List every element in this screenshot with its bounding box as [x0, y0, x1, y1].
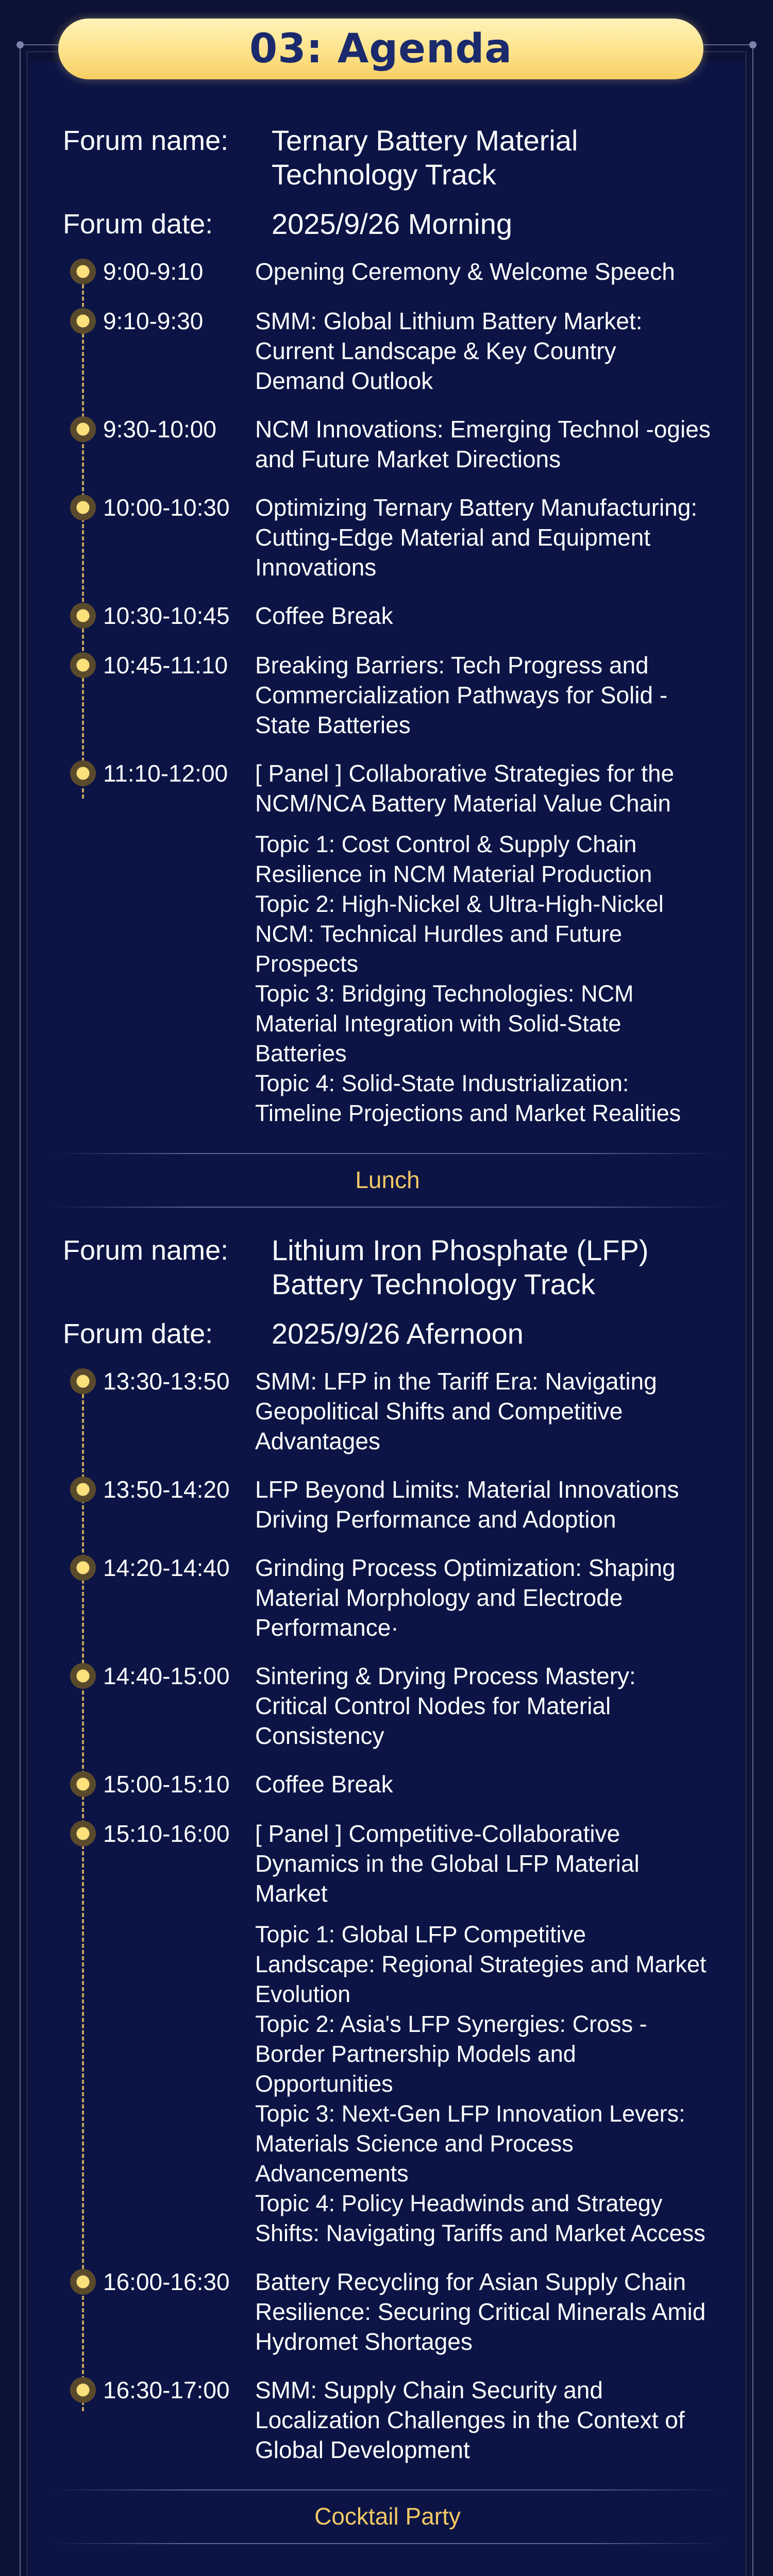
agenda-time: 10:00-10:30: [103, 494, 230, 521]
forum-date-label: Forum date:: [63, 209, 213, 240]
agenda-item: [63, 1819, 712, 1908]
agenda-item: [63, 1553, 712, 1642]
agenda-title: Optimizing Ternary Battery Manufacturing: Cutting-Edge Material and Equipment Innovations: [255, 494, 698, 581]
panel-topic: Topic 1: Cost Control & Supply Chain Resilience in NCM Material Production: [255, 831, 652, 887]
agenda-time: 9:30-10:00: [103, 416, 216, 443]
timeline-dot-icon: [70, 259, 96, 284]
corner-dot: [16, 41, 24, 48]
agenda-time: 10:30-10:45: [103, 602, 230, 629]
forum-date-value: 2025/9/26 Afernoon: [272, 1317, 524, 1350]
forum-date-row: [63, 1317, 712, 1351]
timeline-dot-icon: [70, 1477, 96, 1502]
panel-topic: Topic 2: High-Nickel & Ultra-High-Nickel NCM: Technical Hurdles and Future Prospects: [255, 891, 664, 977]
panel-topic: Topic 1: Global LFP Competitive Landscape: Regional Strategies and Market Evolution: [255, 1921, 707, 2007]
panel-topic: Topic 3: Next-Gen LFP Innovation Levers: Materials Science and Process Advancements: [255, 2100, 685, 2187]
agenda-time: 10:45-11:10: [103, 652, 228, 679]
agenda-time: 14:40-15:00: [103, 1663, 230, 1689]
agenda-item: [63, 1661, 712, 1751]
agenda-title: Sintering & Drying Process Mastery: Critical Control Nodes for Material Consistency: [255, 1663, 636, 1749]
agenda-time: 11:10-12:00: [103, 760, 228, 787]
agenda-time: 15:00-15:10: [103, 1771, 230, 1798]
header-pill: [58, 19, 703, 79]
lunch-label: Lunch: [355, 1166, 420, 1193]
timeline-dot-icon: [70, 2269, 96, 2295]
track-ternary: [63, 124, 712, 1210]
forum-header: [63, 1233, 712, 1351]
timeline-dot-icon: [70, 1368, 96, 1394]
panel-topic: Topic 4: Policy Headwinds and Strategy Shifts: Navigating Tariffs and Market Access: [255, 2190, 705, 2246]
panel-topic: Topic 2: Asia's LFP Synergies: Cross -Border Partnership Models and Opportunities: [255, 2011, 647, 2097]
agenda-item: [63, 493, 712, 582]
agenda-time: 16:30-17:00: [103, 2377, 230, 2403]
forum-name-label: Forum name:: [63, 1235, 229, 1266]
panel-topic: Topic 3: Bridging Technologies: NCM Material Integration with Solid-State Batteries: [255, 980, 634, 1066]
timeline: [63, 1366, 712, 2465]
agenda-title: LFP Beyond Limits: Material Innovations Driving Performance and Adoption: [255, 1476, 679, 1533]
agenda-item: [63, 758, 712, 818]
timeline-dot-icon: [70, 308, 96, 334]
agenda-time: 16:00-16:30: [103, 2268, 230, 2295]
panel-topics: [255, 829, 712, 1128]
divider-line: [52, 2489, 724, 2490]
timeline-dot-icon: [70, 1821, 96, 1846]
divider-line: [52, 1153, 724, 1154]
timeline-dot-icon: [70, 495, 96, 520]
agenda-title: SMM: Supply Chain Security and Localization Challenges in the Context of Global Development: [255, 2377, 685, 2463]
agenda-title: [ Panel ] Collaborative Strategies for the NCM/NCA Battery Material Value Chain: [255, 760, 675, 817]
forum-name-row: [63, 124, 712, 192]
agenda-item: [63, 306, 712, 396]
agenda-time: 13:50-14:20: [103, 1476, 230, 1503]
forum-name-value: Ternary Battery Material Technology Track: [272, 124, 578, 191]
agenda-time: 13:30-13:50: [103, 1368, 230, 1395]
timeline-dot-icon: [70, 603, 96, 629]
timeline-dot-icon: [70, 2377, 96, 2403]
agenda-item: [63, 257, 712, 287]
track-lfp: [63, 1233, 712, 2546]
session-divider: [63, 2489, 712, 2546]
agenda-time: 15:10-16:00: [103, 1820, 230, 1847]
timeline-dot-icon: [70, 760, 96, 786]
timeline-dot-icon: [70, 652, 96, 678]
agenda-title: SMM: LFP in the Tariff Era: Navigating Geopolitical Shifts and Competitive Advantages: [255, 1368, 657, 1454]
timeline-dot-icon: [70, 1663, 96, 1689]
agenda-item: [63, 2375, 712, 2465]
agenda-title: Coffee Break: [255, 1771, 393, 1798]
agenda-item: [63, 650, 712, 740]
divider-line: [52, 2543, 724, 2544]
forum-date-value: 2025/9/26 Morning: [272, 208, 513, 240]
panel-topics: [255, 1920, 712, 2248]
timeline-dot-icon: [70, 1771, 96, 1797]
forum-name-value: Lithium Iron Phosphate (LFP) Battery Technology Track: [272, 1234, 649, 1300]
page-title: 03: Agenda: [249, 26, 512, 72]
forum-header: [63, 124, 712, 241]
agenda-title: Opening Ceremony & Welcome Speech: [255, 258, 675, 285]
agenda-item: [63, 1366, 712, 1456]
cocktail-party-label: Cocktail Party: [314, 2503, 461, 2530]
agenda-item: [63, 2267, 712, 2357]
timeline-dot-icon: [70, 1555, 96, 1581]
agenda-item: [63, 601, 712, 632]
panel-topic: Topic 4: Solid-State Industrialization: Timeline Projections and Market Realities: [255, 1070, 681, 1126]
forum-date-label: Forum date:: [63, 1318, 213, 1349]
session-divider: [63, 1153, 712, 1210]
agenda-title: SMM: Global Lithium Battery Market: Current Landscape & Key Country Demand Outlook: [255, 308, 643, 394]
corner-dot: [749, 41, 757, 48]
timeline: [63, 257, 712, 1128]
forum-name-row: [63, 1233, 712, 1301]
agenda-item: [63, 1475, 712, 1534]
agenda-item: [63, 1769, 712, 1800]
agenda-title: Breaking Barriers: Tech Progress and Commercialization Pathways for Solid -State Batteries: [255, 652, 668, 738]
forum-name-label: Forum name:: [63, 125, 229, 156]
divider-line: [52, 1207, 724, 1208]
agenda-content: [63, 124, 712, 2570]
agenda-time: 14:20-14:40: [103, 1554, 230, 1581]
agenda-item: [63, 414, 712, 474]
agenda-title: Battery Recycling for Asian Supply Chain Resilience: Securing Critical Minerals Amid Hydromet Shortages: [255, 2268, 706, 2355]
agenda-title: Coffee Break: [255, 602, 393, 629]
forum-date-row: [63, 207, 712, 241]
agenda-title: Grinding Process Optimization: Shaping Material Morphology and Electrode Performance·: [255, 1554, 676, 1641]
timeline-dot-icon: [70, 416, 96, 442]
agenda-title: NCM Innovations: Emerging Technol -ogies and Future Market Directions: [255, 416, 711, 472]
agenda-time: 9:10-9:30: [103, 308, 204, 334]
agenda-title: [ Panel ] Competitive-Collaborative Dynamics in the Global LFP Material Market: [255, 1820, 640, 1907]
agenda-time: 9:00-9:10: [103, 258, 204, 285]
